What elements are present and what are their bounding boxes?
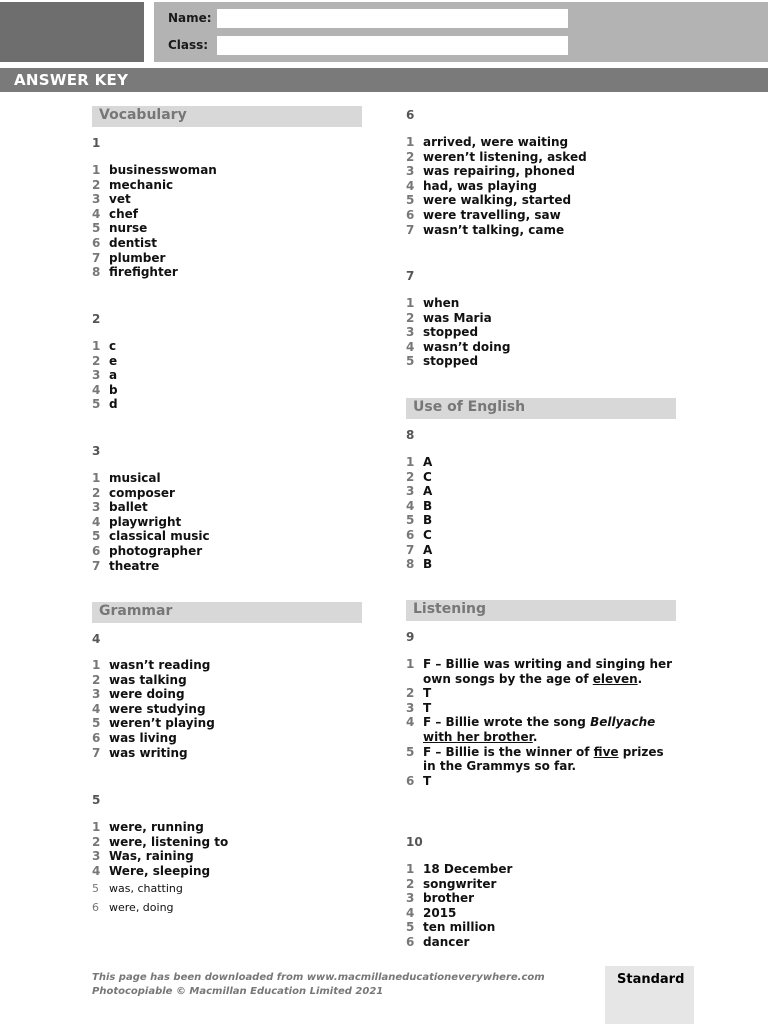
exercise-8-answers bbox=[406, 455, 678, 572]
list-item: 4 wasn’t doing bbox=[406, 339, 511, 354]
list-item: 7 plumber bbox=[92, 250, 166, 265]
list-item: 3 a bbox=[92, 368, 118, 383]
section-vocabulary bbox=[92, 106, 362, 127]
answer-key-bar bbox=[0, 68, 768, 92]
list-item: 5 B bbox=[406, 513, 433, 528]
exercise-10-answers bbox=[406, 862, 678, 950]
list-item: 8 firefighter bbox=[92, 265, 178, 280]
section-title: Grammar bbox=[99, 603, 173, 619]
list-item: 1 musical bbox=[92, 471, 161, 485]
list-item: 5 classical music bbox=[92, 529, 210, 544]
list-item: 3 brother bbox=[406, 891, 475, 906]
list-item: 1 were, running bbox=[92, 820, 204, 834]
list-item: 2 weren’t listening, asked bbox=[406, 149, 587, 164]
exercise-7-answers bbox=[406, 296, 678, 369]
exercise-9-answers bbox=[406, 657, 678, 788]
section-grammar bbox=[92, 602, 362, 623]
exercise-1-answers bbox=[92, 163, 364, 280]
list-item: 6 photographer bbox=[92, 543, 203, 558]
list-item: 4 F – Billie wrote the song Bellyache with her brother. bbox=[406, 715, 656, 744]
header-dark-block bbox=[0, 2, 144, 62]
footer-notice bbox=[92, 971, 545, 999]
footer-copyright-line: Photocopiable © Macmillan Education Limited 2021 bbox=[92, 986, 384, 997]
list-item: 3 vet bbox=[92, 192, 131, 207]
list-item: 2 mechanic bbox=[92, 177, 174, 192]
list-item: 4 2015 bbox=[406, 905, 457, 920]
list-item: 2 e bbox=[92, 353, 118, 368]
list-item: 4 B bbox=[406, 498, 433, 513]
class-field[interactable] bbox=[217, 36, 568, 55]
list-item: 2 C bbox=[406, 469, 432, 484]
list-item: 6 dentist bbox=[92, 235, 157, 250]
list-item: 4 b bbox=[92, 382, 118, 397]
exercise-number: 1 bbox=[92, 136, 101, 150]
exercise-number: 9 bbox=[406, 630, 415, 644]
list-item: 1 businesswoman bbox=[92, 163, 217, 177]
list-item: 1 F – Billie was writing and singing her own songs by the age of eleven. bbox=[406, 657, 673, 686]
list-item: 6 were travelling, saw bbox=[406, 207, 561, 222]
list-item: 4 were studying bbox=[92, 701, 206, 716]
exercise-4-answers bbox=[92, 658, 364, 760]
class-label: Class: bbox=[168, 38, 209, 52]
list-item: 2 were, listening to bbox=[92, 834, 229, 849]
list-item: 3 stopped bbox=[406, 325, 479, 340]
list-item: 8 B bbox=[406, 557, 433, 572]
list-item: 1 A bbox=[406, 455, 433, 469]
list-item: 3 T bbox=[406, 700, 432, 715]
list-item: 7 theatre bbox=[92, 558, 160, 573]
list-item: 5 stopped bbox=[406, 354, 479, 369]
section-listening bbox=[406, 600, 676, 621]
list-item: 6 were, doing bbox=[92, 900, 174, 914]
list-item: 6 dancer bbox=[406, 934, 470, 949]
list-item: 5 d bbox=[92, 397, 118, 412]
list-item: 5 was, chatting bbox=[92, 882, 183, 896]
list-item: 6 T bbox=[406, 773, 432, 788]
section-title: Use of English bbox=[413, 399, 526, 415]
list-item: 6 C bbox=[406, 527, 432, 542]
list-item: 3 was repairing, phoned bbox=[406, 164, 575, 179]
list-item: 5 nurse bbox=[92, 221, 148, 236]
exercise-3-answers bbox=[92, 471, 364, 573]
list-item: 4 chef bbox=[92, 206, 139, 221]
list-item: 2 composer bbox=[92, 485, 175, 500]
name-field[interactable] bbox=[217, 9, 568, 28]
exercise-number: 4 bbox=[92, 632, 101, 646]
footer-download-line: This page has been downloaded from www.macmillaneducationeverywhere.com bbox=[92, 972, 545, 983]
name-label: Name: bbox=[168, 11, 212, 25]
exercise-number: 6 bbox=[406, 108, 415, 122]
level-badge bbox=[605, 966, 694, 1024]
list-item: 1 when bbox=[406, 296, 460, 310]
section-title: Listening bbox=[413, 601, 486, 617]
exercise-6-answers bbox=[406, 135, 678, 237]
exercise-5-answers bbox=[92, 820, 364, 916]
list-item: 3 were doing bbox=[92, 687, 185, 702]
list-item: 5 weren’t playing bbox=[92, 716, 215, 731]
list-item: 1 c bbox=[92, 339, 117, 353]
exercise-2-answers bbox=[92, 339, 364, 412]
list-item: 5 F – Billie is the winner of five prizes in the Grammys so far. bbox=[406, 744, 664, 774]
list-item: 7 was writing bbox=[92, 745, 188, 760]
list-item: 4 had, was playing bbox=[406, 178, 537, 193]
list-item: 7 wasn’t talking, came bbox=[406, 222, 565, 237]
list-item: 1 wasn’t reading bbox=[92, 658, 211, 672]
list-item: 4 Were, sleeping bbox=[92, 863, 211, 878]
exercise-number: 7 bbox=[406, 269, 415, 283]
exercise-number: 8 bbox=[406, 428, 415, 442]
list-item: 2 songwriter bbox=[406, 876, 497, 891]
list-item: 5 were walking, started bbox=[406, 193, 572, 208]
exercise-number: 3 bbox=[92, 444, 101, 458]
list-item: 5 ten million bbox=[406, 920, 496, 935]
list-item: 7 A bbox=[406, 542, 433, 557]
section-use-of-english bbox=[406, 398, 676, 419]
level-label: Standard bbox=[617, 972, 685, 987]
section-title: Vocabulary bbox=[99, 107, 187, 123]
list-item: 3 A bbox=[406, 484, 433, 499]
list-item: 2 was talking bbox=[92, 672, 187, 687]
answer-key-title: ANSWER KEY bbox=[14, 71, 129, 89]
list-item: 1 arrived, were waiting bbox=[406, 135, 569, 149]
exercise-number: 10 bbox=[406, 835, 423, 849]
list-item: 6 was living bbox=[92, 730, 177, 745]
exercise-number: 5 bbox=[92, 793, 101, 807]
list-item: 2 T bbox=[406, 686, 432, 701]
list-item: 3 Was, raining bbox=[92, 849, 194, 864]
list-item: 4 playwright bbox=[92, 514, 182, 529]
list-item: 3 ballet bbox=[92, 500, 148, 515]
exercise-number: 2 bbox=[92, 312, 101, 326]
list-item: 1 18 December bbox=[406, 862, 513, 876]
list-item: 2 was Maria bbox=[406, 310, 492, 325]
